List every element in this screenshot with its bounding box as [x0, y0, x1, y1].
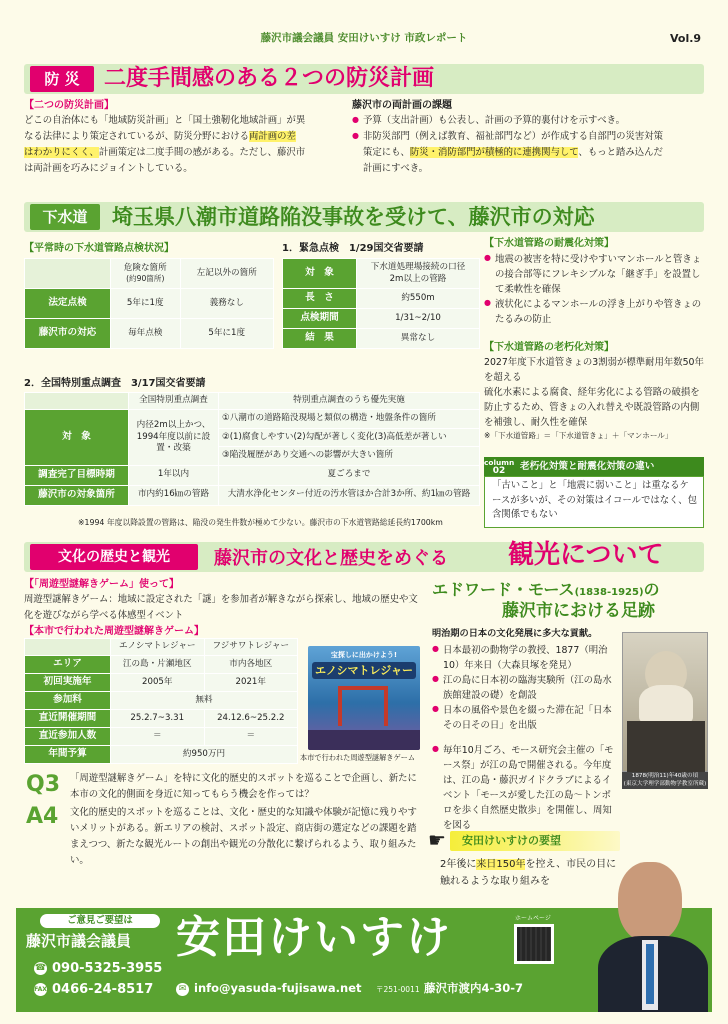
volume-number: Vol.9: [670, 32, 702, 45]
gesuido-note: ※1994 年度以降設置の管路は、陥没の発生件数が極めて少ない。藤沢市の下水道管路総延長約1700km: [78, 518, 443, 527]
question-text: 「周遊型謎解きゲーム」を特に文化的歴史的スポットを巡ることで企画し、新たに本市の文化的側面を身近に知ってもらう機会を作っては？: [70, 773, 417, 800]
kanko-heading-b: 観光について: [508, 540, 664, 570]
fax-icon: FAX: [34, 983, 47, 996]
request-heading: 安田けいすけの要望: [462, 834, 561, 847]
quake-resistance-subtitle: 【下水道管路の耐震化対策】: [484, 238, 614, 249]
morse-portrait: [622, 632, 708, 772]
emergency-inspection-table: 対 象 下水道処理場接続の口径 2m以上の管路 長 さ 約550m 点検期間 1/31~2/10 結 果 異常なし: [282, 258, 480, 349]
column-text: 「古いこと」と「地震に弱いこと」は重なるケースが多いが、その対策はイコールではなく、包含関係でもない: [492, 480, 698, 521]
opinion-label: ご意見ご要望は: [40, 914, 160, 928]
special-survey-title: 2．全国特別重点調査 3/17国交省要請: [24, 378, 206, 389]
morse-lead: 明治期の日本の文化発展に多大な貢献。: [432, 628, 598, 639]
torii-shape: [338, 686, 388, 726]
homepage-label: ホームページ: [515, 915, 551, 922]
poster-caption: 本市で行われた周遊型謎解きゲーム: [300, 753, 416, 762]
email-address[interactable]: info@yasuda-fujisawa.net: [194, 981, 362, 995]
footer-name: 安田けいすけ: [176, 912, 452, 963]
q3-label: Q3: [26, 772, 61, 797]
morse-heading: エドワード・モース(1838-1925)の: [432, 580, 660, 599]
gesuido-table1-subtitle: 【平常時の下水道管路点検状況】: [24, 243, 174, 254]
aging-text: 2027年度下水道管きょの3割弱が標準耐用年数50年を超える 硫化水素による腐食、経年劣化による管路の破損を防止するため、管きょの入れ替えや既設管路の内側を補強し、耐久性を確保 ※「下水道管路」＝「下水道管きょ」＋「マンホール」: [484, 357, 704, 441]
morse-text: ● 日本最初の動物学の教授、1877（明治10）年来日（大森貝塚を発見） ● 江の島に日本初の臨海実験所（江の島水族館建設の礎）を創設 ● 日本の風俗や景色を綴った滞在記「日本その日その日」を出版: [432, 643, 618, 733]
column-title: 老朽化対策と耐震化対策の違い: [514, 457, 704, 476]
pointing-hand-icon: ☛: [428, 828, 446, 852]
kanko-tag: 文化の歴史と観光: [30, 544, 198, 570]
bousai-tag: 防 災: [30, 66, 94, 92]
fax-number: 0466-24-8517: [52, 982, 154, 997]
portrait-caption: 1878(明治11)年40歳の頃 (東京大学理学部動物学教室所蔵): [622, 772, 708, 789]
column-badge: column 02: [484, 458, 515, 476]
a4-label: A4: [26, 804, 59, 829]
bousai-right-text: ● 予算（支出計画）も公表し、計画の予算的裏付けを示すべき。 ● 非防災部門（例えば教育、福祉部門など）が作成する自部門の災害対策 策定にも、防災・消防部門が積極的に連携関与して、もっと踏み込んだ 計画にすべき。: [352, 113, 702, 177]
postal-code: 〒251-0011: [376, 985, 420, 994]
nazotoki-game-table: エノシマトレジャー フジサワトレジャー エリア 江の島・片瀬地区 市内各地区 初回実施年 2005年 2021年 参加料 無料 直近開催期間 25.2.7~3.31 24.12.6~25.2.2 直近参加人数 ＝ ＝ 年間予算 約950万円: [24, 638, 298, 764]
qr-code-icon[interactable]: [514, 924, 554, 964]
councilor-photo: [590, 852, 712, 1012]
bousai-left-subtitle: 【二つの防災計画】: [24, 100, 114, 111]
nazotoki-poster-image: 宝探しに出かけよう! エノシマトレジャー: [308, 646, 420, 750]
phone-number[interactable]: 090-5325-3955: [52, 961, 163, 976]
bousai-heading: 二度手間感のある２つの防災計画: [104, 66, 435, 91]
nazotoki-table-subtitle: 【本市で行われた周遊型謎解きゲーム】: [24, 626, 204, 637]
special-survey-table: 全国特別重点調査 特別重点調査のうち優先実施 対 象 内径2m以上かつ、1994年度以前に設置・改築 ①八潮市の道路陥没現場と類似の構造・地盤条件の箇所 ②(1)腐食しやすい(2)勾配が著しく変化(3)高低差が著しい ③陥没履歴があり交通への影響が大きい箇所 調査完了目標時期 1年以内 夏ごろまで 藤沢市の対象箇所 市内約16㎞の管路 大清水浄化センター付近の汚水管ほか合計3か所、約1㎞の管路: [24, 392, 480, 506]
gesuido-heading: 埼玉県八潮市道路陥没事故を受けて、藤沢市の対応: [112, 205, 595, 229]
bousai-left-text: どこの自治体にも「地域防災計画」と「国土強靭化地域計画」が異 なる法律により策定されているが、防災分野における両計画の差 はわかりにくく、計画策定は二度手間の感がある。ただし、藤沢市 は両計画を巧みにジョイントしている。: [24, 115, 306, 174]
kanko-heading-a: 藤沢市の文化と歴史をめぐる: [214, 548, 448, 569]
footer-role: 藤沢市議会議員: [26, 932, 132, 950]
emergency-inspection-title: 1．緊急点検 1/29国交省要請: [282, 243, 424, 254]
address: 藤沢市渡内4-30-7: [424, 981, 524, 995]
inspection-status-table: 危険な箇所 (約90箇所) 左記以外の箇所 法定点検 5年に1度 義務なし 藤沢市の対応 毎年点検 5年に1度: [24, 258, 274, 349]
answer-text: 文化的歴史的スポットを巡ることは、文化・歴史的な知識や体験が記憶に残りやすいメリットがある。新エリアの検討、スポット設定、商店街の選定などの課題を踏まえつつ、新たな観光ルートの創出や観光の分散化に繋げられるよう、取り組みたい。: [70, 807, 417, 866]
nazotoki-definition: 周遊型謎解きゲーム：地域に設定された「謎」を参加者が解きながら探索し、地域の歴史や文化を遊びながら学べる体感型イベント: [24, 594, 418, 621]
quake-resistance-text: ● 地震の被害を特に受けやすいマンホールと管きょの接合部等にフレキシブルな「継ぎ手」を設置して柔軟性を確保 ● 液状化によるマンホールの浮き上がりや管きょのたるみの防止: [484, 252, 704, 327]
morse-text-2: ● 毎年10月ごろ、モース研究会主催の「モース祭」が江の島で開催される。今年度は、江の島・藤沢ガイドクラブによるイベント「モースが愛した江の島～トンボロを歩く自然歴史散歩」を開催し、周知を図る: [432, 743, 618, 833]
gesuido-tag: 下水道: [30, 204, 100, 230]
request-text: 2年後に来日150年を控え、市民の目に触れるような取り組みを: [440, 859, 617, 887]
nazotoki-subtitle: 【「周遊型謎解きゲーム」使って】: [24, 579, 179, 590]
morse-heading-line2: 藤沢市における足跡: [502, 601, 655, 621]
bousai-right-subtitle: 藤沢市の両計画の課題: [352, 100, 452, 111]
mail-icon: ✉: [176, 983, 189, 996]
phone-icon: ☎: [34, 963, 47, 973]
aging-subtitle: 【下水道管路の老朽化対策】: [484, 342, 614, 353]
report-title: 藤沢市議会議員 安田けいすけ 市政レポート: [260, 32, 468, 44]
